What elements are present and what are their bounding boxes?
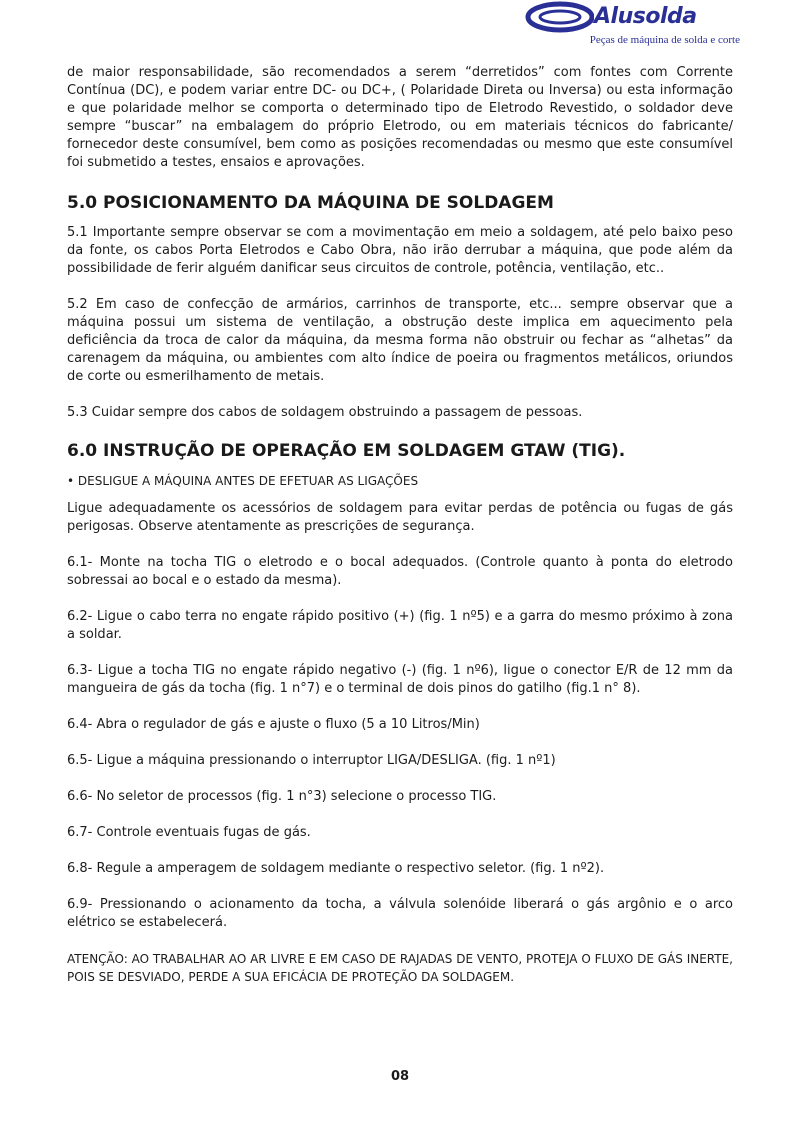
step-6-7: 6.7- Controle eventuais fugas de gás. — [67, 825, 311, 840]
brand-name: Alusolda — [594, 4, 697, 29]
step-6-6: 6.6- No seletor de processos (fig. 1 n°3) selecione o processo TIG. — [67, 789, 497, 804]
section-6-intro: Ligue adequadamente os acessórios de soldagem para evitar perdas de potência ou fugas de gás perigosas. Observe atentamente as prescrições de segurança. — [67, 501, 733, 534]
brand-logo — [522, 0, 740, 54]
section-6-title: 6.0 INSTRUÇÃO DE OPERAÇÃO EM SOLDAGEM GTAW (TIG). — [67, 441, 626, 461]
swoosh-icon — [522, 0, 594, 34]
step-6-2: 6.2- Ligue o cabo terra no engate rápido positivo (+) (fig. 1 nº5) e a garra do mesmo próximo à zona a soldar. — [67, 609, 733, 642]
warning-text: ATENÇÃO: AO TRABALHAR AO AR LIVRE E EM CASO DE RAJADAS DE VENTO, PROTEJA O FLUXO DE GÁS INERTE, POIS SE DESVIADO, PERDE A SUA EFICÁCIA DE PROTEÇÃO DA SOLDAGEM. — [67, 952, 733, 984]
step-6-1: 6.1- Monte na tocha TIG o eletrodo e o bocal adequados. (Controle quanto à ponta do eletrodo sobressai ao bocal e o estado da mesma). — [67, 555, 733, 588]
step-6-9: 6.9- Pressionando o acionamento da tocha, a válvula solenóide liberará o gás argônio e o arco elétrico se estabelecerá. — [67, 897, 733, 930]
page-number: 08 — [390, 1069, 410, 1084]
step-6-3: 6.3- Ligue a tocha TIG no engate rápido negativo (-) (fig. 1 nº6), ligue o conector E/R de 12 mm da mangueira de gás da tocha (fig. 1 n°7) e o terminal de dois pinos do gatilho (fig.1 n° 8). — [67, 663, 733, 696]
brand-tagline: Peças de máquina de solda e corte — [589, 34, 740, 46]
section-5-3: 5.3 Cuidar sempre dos cabos de soldagem obstruindo a passagem de pessoas. — [67, 405, 583, 420]
document-body — [67, 64, 733, 986]
section-5-title: 5.0 POSICIONAMENTO DA MÁQUINA DE SOLDAGEM — [67, 193, 554, 213]
section-5-1: 5.1 Importante sempre observar se com a movimentação em meio a soldagem, até pelo baixo peso da fonte, os cabos Porta Eletrodos e Cabo Obra, não irão derrubar a máquina, que pode além da possibilidade de ferir alguém danificar seus circuitos de controle, potência, ventilação, etc.. — [67, 225, 733, 276]
safety-bullet: • DESLIGUE A MÁQUINA ANTES DE EFETUAR AS LIGAÇÕES — [67, 474, 419, 488]
step-6-8: 6.8- Regule a amperagem de soldagem mediante o respectivo seletor. (fig. 1 nº2). — [67, 861, 605, 876]
intro-paragraph: de maior responsabilidade, são recomendados a serem “derretidos” com fontes com Corrente Contínua (DC), e podem variar entre DC- ou DC+, ( Polaridade Direta ou Inversa) ou esta informação e que polaridade melhor se comporta o determinado tipo de Eletrodo Revestido, o soldador deve sempre “buscar” na embalagem do próprio Eletrodo, ou em materiais técnicos do fabricante/ fornecedor deste consumível, bem como as posições recomendadas ou mesmo que este consumível foi submetido a testes, ensaios e aprovações. — [67, 65, 733, 170]
section-5-2: 5.2 Em caso de confecção de armários, carrinhos de transporte, etc... sempre observar que a máquina possui um sistema de ventilação, a obstrução deste implica em aquecimento pela deficiência da troca de calor da máquina, da mesma forma não obstruir ou fechar as “alhetas” da carenagem da máquina, ou ambientes com alto índice de poeira ou fragmentos metálicos, oriundos de corte ou esmerilhamento de metais. — [67, 297, 733, 384]
step-6-4: 6.4- Abra o regulador de gás e ajuste o fluxo (5 a 10 Litros/Min) — [67, 717, 480, 732]
step-6-5: 6.5- Ligue a máquina pressionando o interruptor LIGA/DESLIGA. (fig. 1 nº1) — [67, 753, 556, 768]
